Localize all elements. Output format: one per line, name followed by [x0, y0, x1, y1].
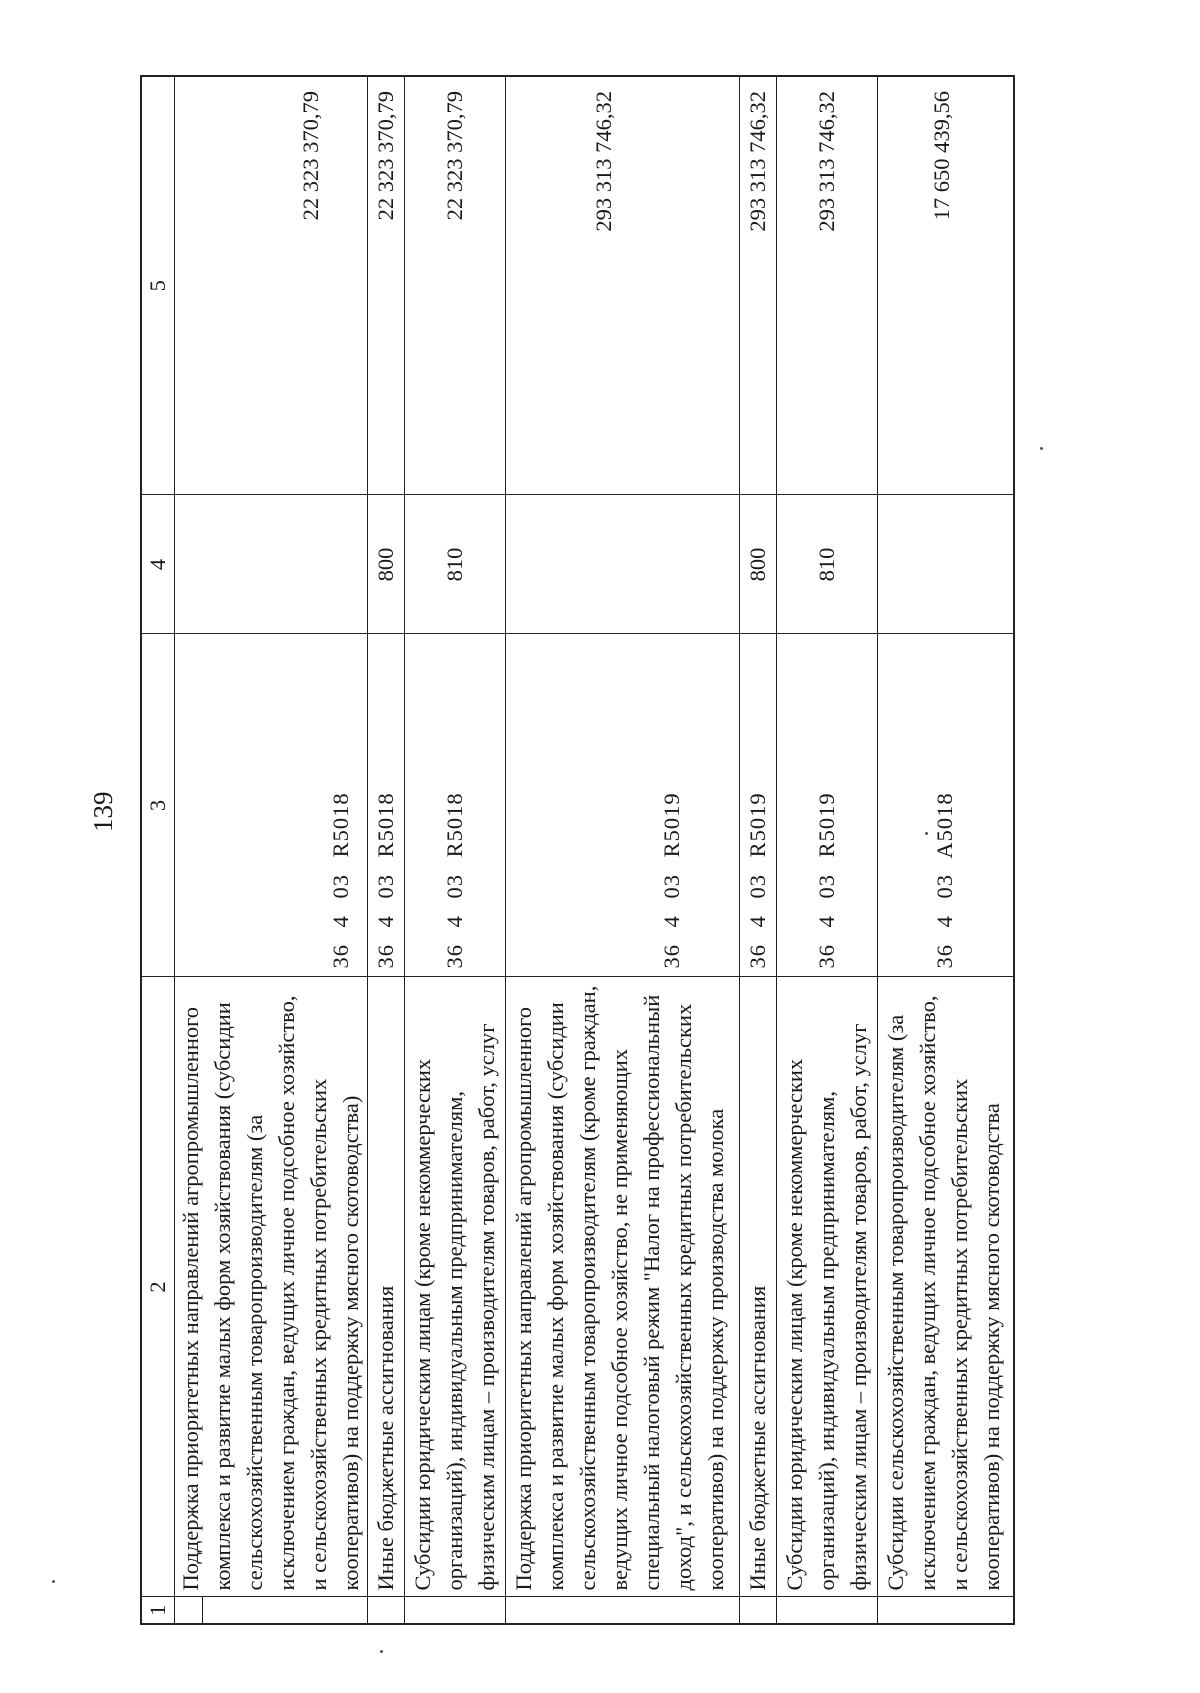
- row-col1: [740, 1597, 777, 1624]
- header-col-3: 3: [141, 634, 175, 977]
- header-row: [141, 76, 175, 1624]
- row-col1: [203, 1597, 368, 1624]
- row-col1: [405, 1597, 506, 1624]
- row-amount: 22 323 370,79: [405, 76, 506, 495]
- header-col-2: 2: [141, 977, 175, 1597]
- header-col-5: 5: [141, 76, 175, 495]
- row-col1: [878, 1597, 1014, 1624]
- row-code: 36 4 03 R5019: [740, 634, 777, 977]
- row-code: 36 4 03 R5018: [368, 634, 405, 977]
- row-col1: [506, 1597, 740, 1624]
- row-name: Поддержка приоритетных направлений агропромышленного комплекса и развитие малых форм хозяйствования (субсидии сельскохозяйственным товаропроизводителям (кроме граждан, ведущих личное подсобное хозяйство, не применяющих специальный налоговый режим "Налог на профессиональный доход", и сельскохозяйственных кредитных потребительских кооперативов) на поддержку производства молока: [506, 977, 740, 1597]
- row-name: Поддержка приоритетных направлений агропромышленного комплекса и развитие малых форм хозяйствования (субсидии сельскохозяйственным товаропроизводителям (за исключением граждан, ведущих личное подсобное хозяйство, и сельскохозяйственных кредитных потребительских кооперативов) на поддержку мясного скотоводства): [175, 977, 368, 1597]
- table-row: [878, 76, 1014, 1624]
- budget-table: [140, 75, 1015, 1625]
- row-name: Иные бюджетные ассигнования: [740, 977, 777, 1597]
- row-name: Субсидии юридическим лицам (кроме некоммерческих организаций), индивидуальным предпринимателям, физическим лицам – производителям товаров, работ, услуг: [777, 977, 878, 1597]
- table-row: [740, 76, 777, 1624]
- row-kvr: [878, 495, 1014, 634]
- row-amount: 293 313 746,32: [506, 76, 740, 495]
- spacer-cell: [175, 1597, 203, 1624]
- spacer-row: [175, 76, 203, 1624]
- row-name: Субсидии юридическим лицам (кроме некоммерческих организаций), индивидуальным предпринимателям, физическим лицам – производителям товаров, работ, услуг: [405, 977, 506, 1597]
- row-kvr: 800: [740, 495, 777, 634]
- row-amount: 22 323 370,79: [368, 76, 405, 495]
- page-number: 139: [88, 791, 118, 832]
- row-kvr: 810: [777, 495, 878, 634]
- row-code: 36 4 03 R5018: [175, 634, 368, 977]
- table-row: [506, 76, 740, 1624]
- row-amount: 293 313 746,32: [740, 76, 777, 495]
- row-kvr: [506, 495, 740, 634]
- row-kvr: 810: [405, 495, 506, 634]
- row-col1: [368, 1597, 405, 1624]
- row-kvr: 800: [368, 495, 405, 634]
- row-code: 36 4 03 R5018: [405, 634, 506, 977]
- row-col1: [777, 1597, 878, 1624]
- header-col-1: 1: [141, 1597, 175, 1624]
- table-row: [368, 76, 405, 1624]
- row-code: 36 4 03 R5019: [777, 634, 878, 977]
- row-amount: 17 650 439,56: [878, 76, 1014, 495]
- table-row: [405, 76, 506, 1624]
- scan-speck: [925, 832, 928, 835]
- scan-speck: [52, 1580, 55, 1583]
- row-name: Иные бюджетные ассигнования: [368, 977, 405, 1597]
- scan-speck: [380, 1650, 383, 1653]
- row-code: 36 4 03 A5018: [878, 634, 1014, 977]
- scan-speck: [1040, 447, 1043, 450]
- row-name: Субсидии сельскохозяйственным товаропроизводителям (за исключением граждан, ведущих личное подсобное хозяйство, и сельскохозяйственных кредитных потребительских кооперативов) на поддержку мясного скотоводства: [878, 977, 1014, 1597]
- header-col-4: 4: [141, 495, 175, 634]
- row-amount: 22 323 370,79: [175, 76, 368, 495]
- row-kvr: [175, 495, 368, 634]
- table-row: [777, 76, 878, 1624]
- row-code: 36 4 03 R5019: [506, 634, 740, 977]
- rotated-table-wrapper: [140, 75, 1040, 1625]
- row-amount: 293 313 746,32: [777, 76, 878, 495]
